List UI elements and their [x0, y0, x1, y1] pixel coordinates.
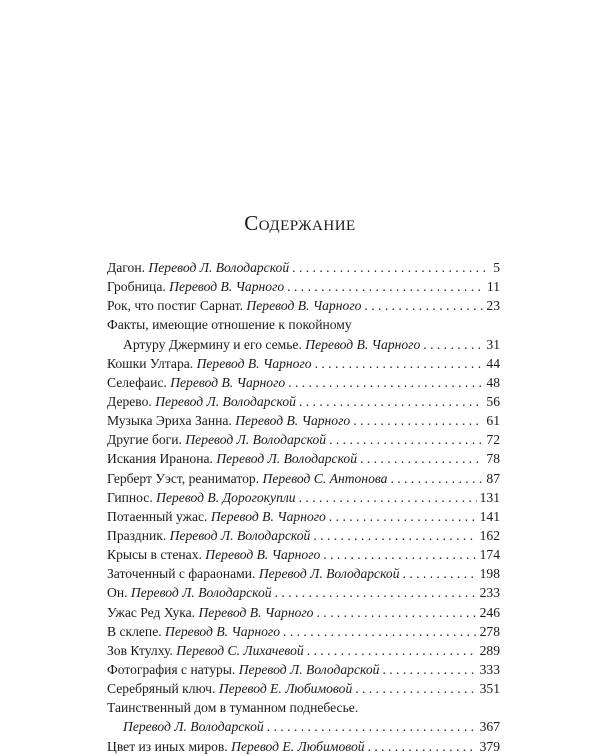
toc-dot-leader: [299, 392, 483, 411]
toc-dot-leader: [313, 526, 476, 545]
toc-entry-page: 78: [486, 451, 500, 467]
toc-entry: [107, 449, 500, 468]
toc-dot-leader: [329, 430, 483, 449]
toc-entry-page: 11: [486, 279, 500, 295]
toc-entry-title: Рок, что постиг Сарнат.: [107, 298, 247, 314]
toc-entry-translator: Перевод Л. Володарской: [238, 661, 380, 677]
toc-entry-title: Искания Иранона.: [107, 451, 217, 467]
toc-entry-translator: Перевод В. Дорогокупли: [156, 489, 296, 505]
toc-entry-translator: Перевод В. Чарного: [165, 623, 281, 639]
toc-entry-translator: Перевод В. Чарного: [210, 508, 326, 524]
toc-entry-translator: Перевод В. Чарного: [169, 279, 285, 295]
toc-entry: [107, 603, 500, 622]
toc-entry-page: 48: [486, 374, 500, 390]
toc-entry-page: 367: [479, 719, 500, 735]
toc-entry-translator: Перевод Л. Володарской: [185, 432, 327, 448]
toc-entry-translator: Перевод Л. Володарской: [130, 585, 272, 601]
toc-entry-translator: Перевод Л. Володарской: [216, 451, 358, 467]
toc-entry: [107, 526, 500, 545]
toc-entry-title: Дерево.: [107, 393, 156, 409]
toc-dot-leader: [283, 622, 477, 641]
toc-entry-page: 31: [486, 336, 500, 352]
toc-dot-leader: [275, 583, 477, 602]
toc-entry-translator: Перевод С. Лихачевой: [176, 642, 304, 658]
toc-dot-leader: [315, 354, 484, 373]
toc-entry-page: 44: [486, 355, 500, 371]
toc-entry-page: 141: [479, 508, 500, 524]
toc-entry-line: [107, 698, 500, 717]
toc-entry-translator: Перевод Л. Володарской: [258, 566, 400, 582]
toc-entry: [107, 488, 500, 507]
toc-dot-leader: [288, 373, 483, 392]
toc-entry-title: Серебряный ключ.: [107, 681, 219, 697]
toc-dot-leader: [329, 507, 477, 526]
toc-entry-line: [107, 315, 500, 334]
toc-entry: [107, 507, 500, 526]
toc-entry-translator: Перевод В. Чарного: [305, 336, 421, 352]
toc-entry-page: 333: [479, 661, 500, 677]
toc-dot-leader: [382, 660, 476, 679]
toc-entry-page: 61: [486, 413, 500, 429]
toc-entry-title: Кошки Ултара.: [107, 355, 197, 371]
toc-entry-page: 233: [479, 585, 500, 601]
toc-entry-title: Музыка Эриха Занна.: [107, 413, 236, 429]
toc-entry-title: Потаенный ужас.: [107, 508, 211, 524]
toc-entry-title: Герберт Уэст, реаниматор.: [107, 470, 263, 486]
toc-entry-translator: Перевод В. Чарного: [170, 374, 286, 390]
toc-dot-leader: [368, 737, 477, 756]
toc-entry-title: Дагон.: [107, 260, 149, 275]
toc-entry-title: Праздник.: [107, 527, 170, 543]
toc-entry-translator: Перевод Л. Володарской: [169, 527, 311, 543]
toc-entry: [107, 373, 500, 392]
toc-entry-title: Гипнос.: [107, 489, 157, 505]
toc-entry-translator: Перевод Е. Любимовой: [218, 681, 353, 697]
toc-entry: [107, 296, 500, 315]
toc-entry-page: 351: [479, 681, 500, 697]
toc-entry-title: Крысы в стенах.: [107, 547, 206, 563]
toc-entry-page: 379: [479, 738, 500, 754]
toc-entry-page: 174: [479, 547, 500, 563]
toc-dot-leader: [353, 411, 483, 430]
toc-entry: [107, 737, 500, 756]
toc-dot-leader: [267, 717, 477, 736]
toc-entry: [107, 430, 500, 449]
toc-dot-leader: [292, 258, 490, 277]
toc-entry-title: Селефаис.: [107, 374, 171, 390]
toc-entry-title: Он.: [107, 585, 131, 601]
toc-dot-leader: [403, 564, 477, 583]
toc-entry-translator: Перевод Л. Володарской: [123, 719, 264, 735]
toc-entry-translator: Перевод Л. Володарской: [155, 393, 296, 409]
toc-entry: [107, 354, 500, 373]
toc-entry-title: Цвет из иных миров.: [107, 738, 232, 754]
toc-dot-leader: [355, 679, 476, 698]
toc-entry: [107, 679, 500, 698]
toc-dot-leader: [364, 296, 483, 315]
toc-entry: [107, 469, 500, 488]
toc-entry: [107, 411, 500, 430]
toc-entry-translator: Перевод В. Чарного: [198, 604, 314, 620]
toc-list: [107, 258, 500, 756]
toc-entry-title: Ужас Ред Хука.: [107, 604, 199, 620]
toc-dot-leader: [287, 277, 484, 296]
toc-entry-line: [107, 717, 500, 736]
toc-entry-title: Таинственный дом в туманном поднебесье.: [107, 700, 359, 716]
toc-entry-translator: Перевод В. Чарного: [235, 413, 351, 429]
toc-entry: [107, 564, 500, 583]
toc-entry-title: Зов Ктулху.: [107, 642, 177, 658]
toc-entry-title: Гробница.: [107, 279, 170, 295]
toc-entry: [107, 660, 500, 679]
toc-entry-page: 198: [479, 566, 500, 582]
toc-title: Содержание: [244, 211, 356, 235]
toc-dot-leader: [360, 449, 483, 468]
toc-entry-translator: Перевод Е. Любимовой: [231, 738, 365, 754]
toc-entry-title: Заточенный с фараонами.: [107, 566, 259, 582]
toc-entry: [107, 545, 500, 564]
toc-dot-leader: [316, 603, 476, 622]
toc-entry-translator: Перевод В. Чарного: [205, 547, 321, 563]
toc-entry-page: 162: [479, 527, 500, 543]
toc-entry-page: 56: [486, 393, 500, 409]
toc-entry-line: [107, 335, 500, 354]
toc-entry-translator: Перевод В. Чарного: [196, 355, 312, 371]
toc-entry-translator: Перевод В. Чарного: [246, 298, 362, 314]
toc-entry-page: 246: [479, 604, 500, 620]
toc-entry-translator: Перевод С. Антонова: [262, 470, 388, 486]
toc-entry: [107, 622, 500, 641]
toc-entry: [107, 641, 500, 660]
toc-entry: [107, 392, 500, 411]
toc-entry-translator: Перевод Л. Володарской: [148, 260, 290, 275]
toc-dot-leader: [390, 469, 483, 488]
toc-dot-leader: [323, 545, 476, 564]
toc-entry: [107, 258, 500, 277]
toc-entry-page: 278: [479, 623, 500, 639]
toc-entry-title: Другие боги.: [107, 432, 186, 448]
toc-dot-leader: [299, 488, 477, 507]
toc-entry-page: 5: [493, 260, 500, 275]
toc-entry-title: В склепе.: [107, 623, 166, 639]
toc-entry-page: 87: [486, 470, 500, 486]
toc-entry-page: 72: [486, 432, 500, 448]
toc-entry-page: 131: [479, 489, 500, 505]
toc-dot-leader: [307, 641, 477, 660]
toc-entry-page: 23: [486, 298, 500, 314]
toc-entry-title: Факты, имеющие отношение к покойному: [107, 317, 352, 333]
toc-entry: [107, 277, 500, 296]
toc-entry: [107, 583, 500, 602]
toc-dot-leader: [423, 335, 483, 354]
toc-entry-title-cont: Артуру Джермину и его семье.: [123, 336, 306, 352]
toc-entry-page: 289: [479, 642, 500, 658]
toc-entry-title: Фотография с натуры.: [107, 661, 239, 677]
